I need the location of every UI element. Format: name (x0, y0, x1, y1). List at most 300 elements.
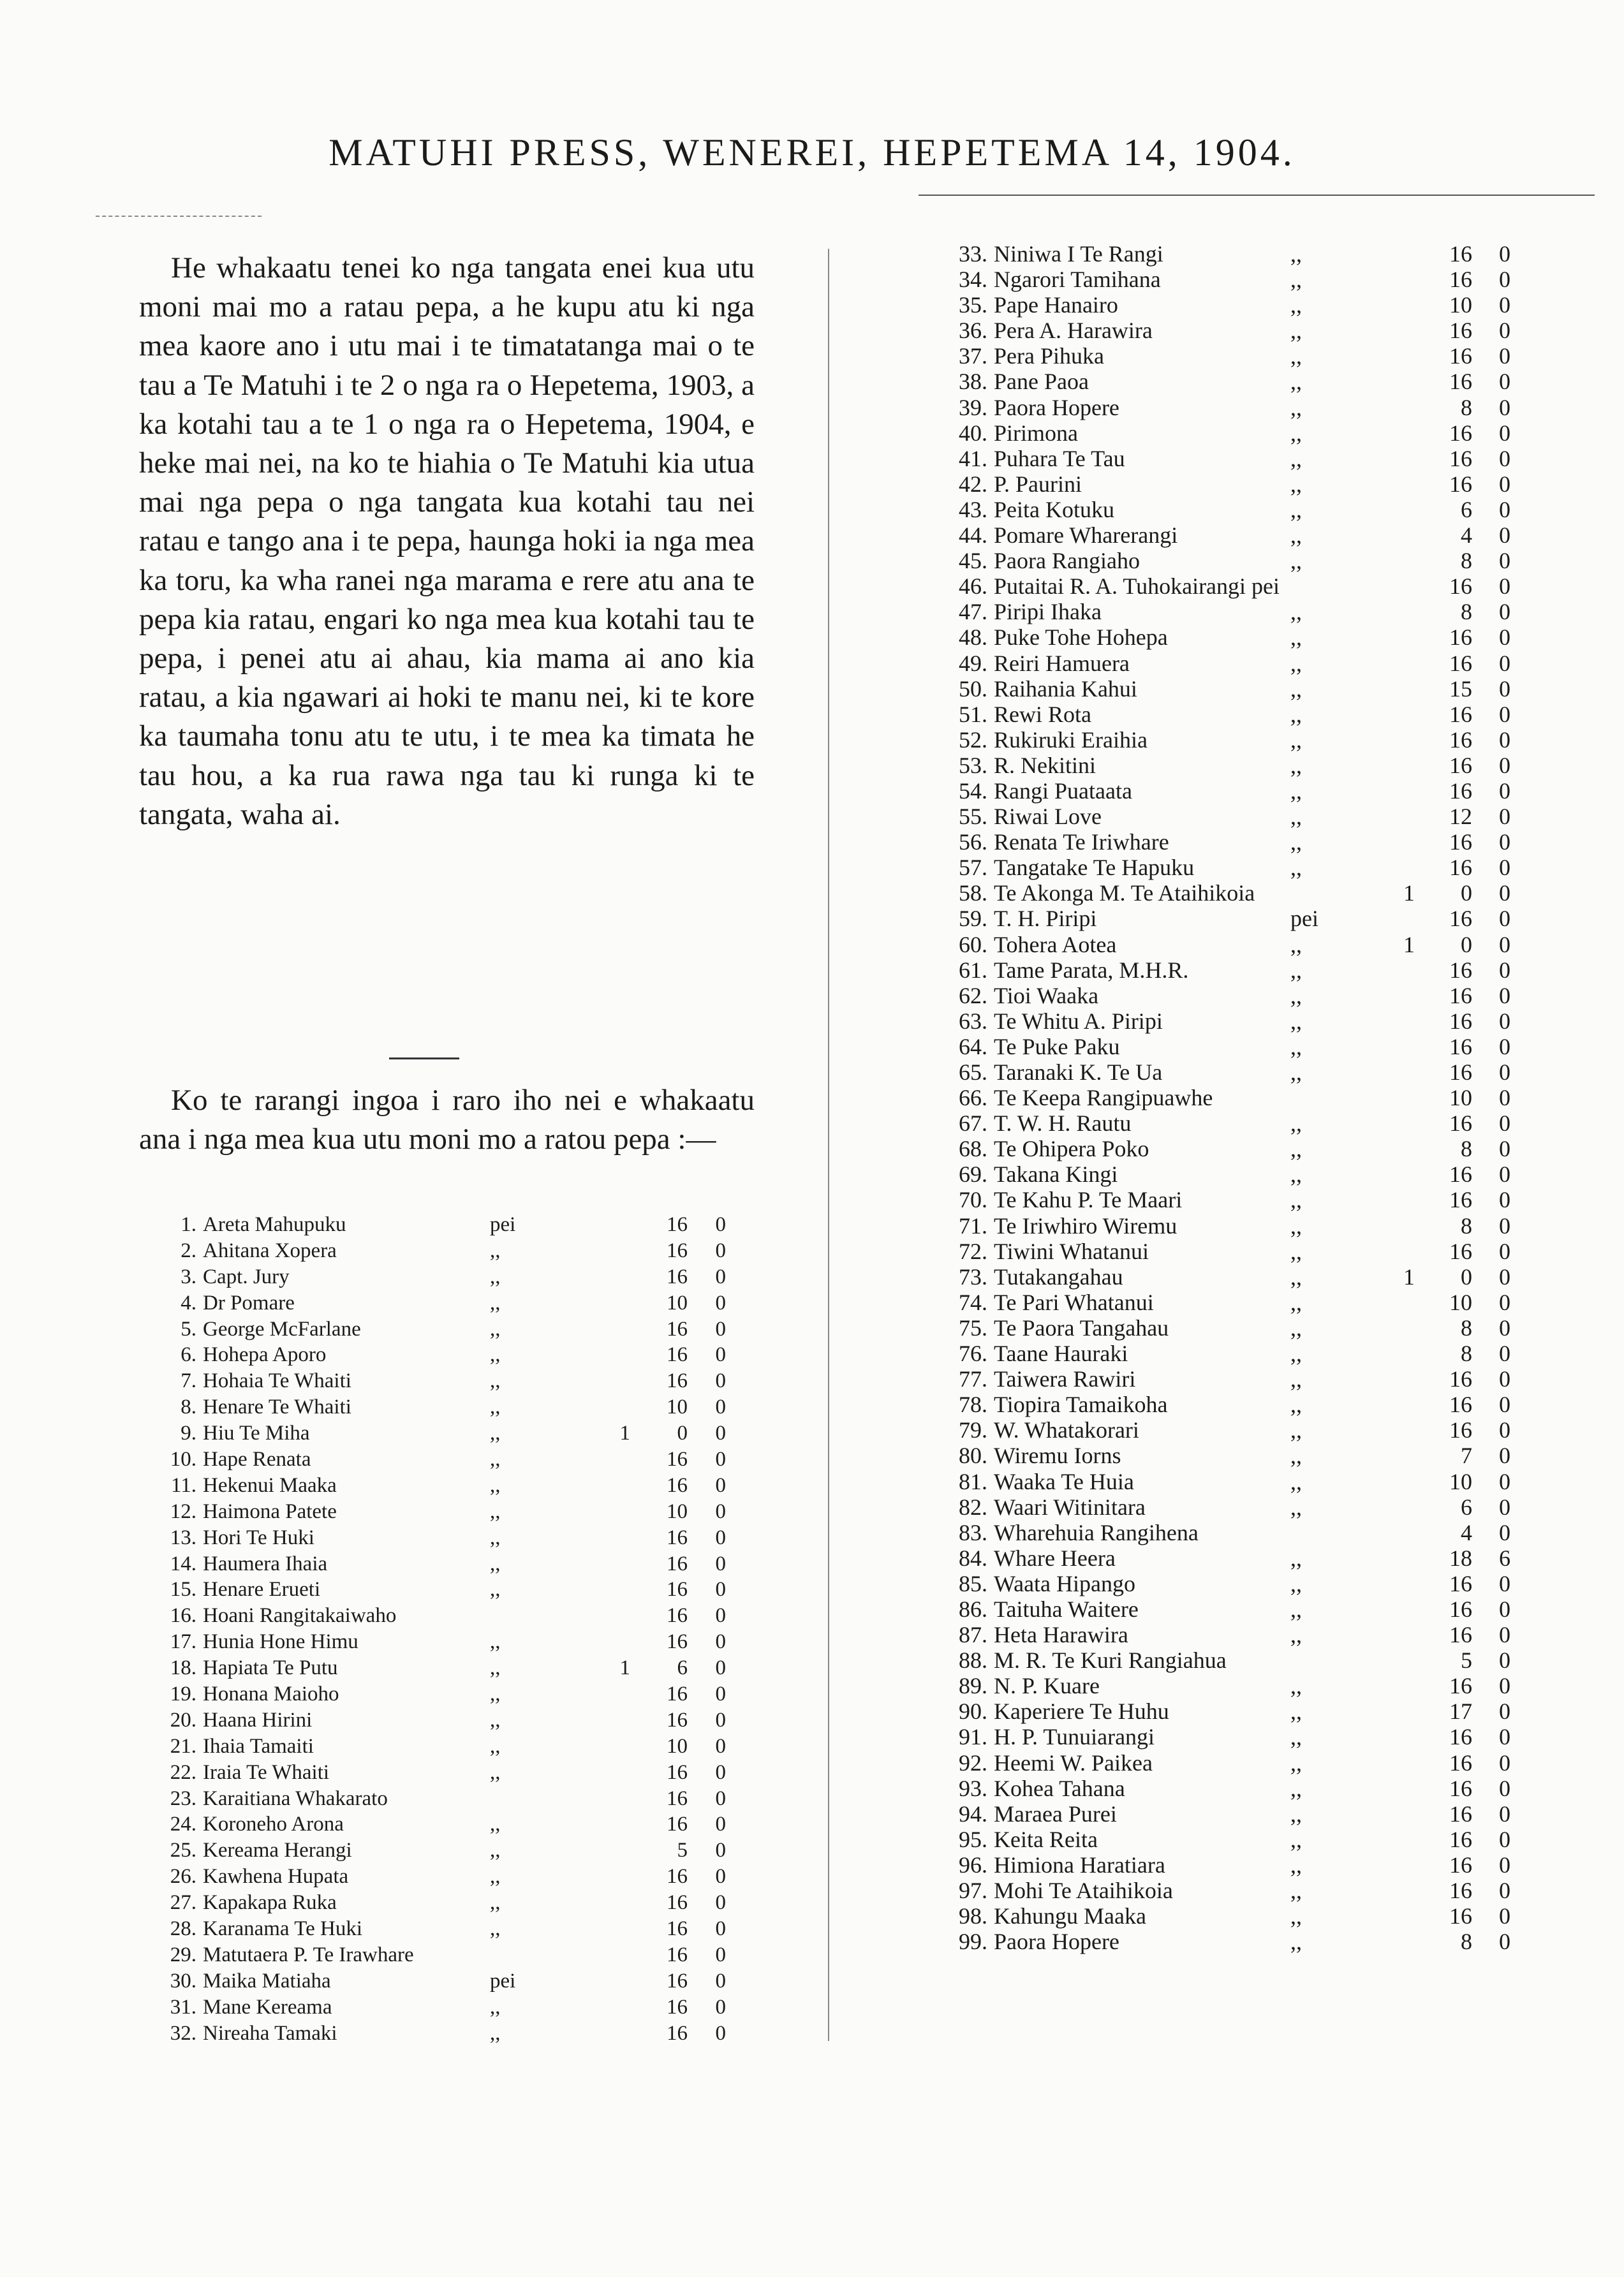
entry-number: 99. (959, 1929, 987, 1955)
amount-shillings: 8 (1461, 599, 1472, 625)
amount-shillings: 16 (1449, 1570, 1472, 1596)
amount-pence: 0 (1499, 624, 1510, 651)
amount-pence: 0 (715, 1448, 726, 1471)
amount-shillings: 16 (1449, 855, 1472, 881)
amount-shillings: 0 (1461, 1264, 1472, 1290)
amount-pence: 0 (715, 1578, 726, 1602)
amount-pence: 0 (1499, 1699, 1510, 1725)
ditto-mark: ,, (1290, 369, 1302, 395)
amount-shillings: 16 (667, 1265, 688, 1288)
entry-number: 74. (959, 1289, 987, 1315)
payer-name: Kahungu Maaka (994, 1903, 1146, 1929)
ditto-mark: ,, (1290, 548, 1302, 574)
amount-shillings: 16 (667, 1578, 688, 1602)
amount-shillings: 16 (667, 1317, 688, 1341)
amount-pence: 0 (1499, 1878, 1510, 1903)
entry-number: 54. (959, 777, 987, 804)
entry-number: 69. (959, 1161, 987, 1188)
amount-pence: 0 (715, 1343, 726, 1367)
list-item (943, 1161, 1536, 1186)
amount-shillings: 16 (1449, 982, 1472, 1008)
payer-name: Waari Witinitara (994, 1494, 1146, 1520)
entry-number: 13. (170, 1526, 196, 1549)
ditto-mark: ,, (1290, 1443, 1302, 1469)
payer-name: Takana Kingi (994, 1161, 1118, 1188)
ditto-mark: ,, (490, 1317, 501, 1341)
ditto-mark: ,, (1290, 1750, 1302, 1776)
entry-number: 65. (959, 1059, 987, 1085)
list-item (943, 1417, 1536, 1442)
list-item (943, 1238, 1536, 1264)
list-item (943, 1698, 1536, 1723)
entry-number: 28. (170, 1917, 196, 1941)
ditto-mark: ,, (490, 1760, 501, 1784)
amount-pence: 6 (1499, 1545, 1510, 1571)
amount-shillings: 16 (1449, 267, 1472, 293)
ditto-mark: ,, (1290, 445, 1302, 471)
entry-number: 15. (170, 1578, 196, 1602)
amount-shillings: 16 (1449, 445, 1472, 471)
ditto-mark: ,, (1290, 1494, 1302, 1520)
amount-pence: 0 (715, 1552, 726, 1575)
list-item (152, 1656, 764, 1683)
list-item (943, 1366, 1536, 1391)
amount-pence: 0 (1499, 1392, 1510, 1418)
payer-name: Hohaia Te Whaiti (203, 1369, 351, 1393)
ditto-mark: ,, (1290, 1187, 1302, 1213)
entry-number: 38. (959, 369, 987, 395)
entry-number: 45. (959, 548, 987, 574)
entry-number: 60. (959, 931, 987, 957)
amount-pence: 0 (1499, 1212, 1510, 1239)
entry-number: 18. (170, 1656, 196, 1680)
amount-shillings: 16 (1449, 1366, 1472, 1392)
amount-pence: 0 (1499, 1366, 1510, 1392)
entry-number: 97. (959, 1878, 987, 1903)
amount-shillings: 10 (1449, 292, 1472, 318)
list-item (943, 266, 1536, 291)
amount-pence: 0 (1499, 804, 1510, 830)
entry-number: 44. (959, 522, 987, 549)
entry-number: 84. (959, 1545, 987, 1571)
payer-name: Heta Harawira (994, 1622, 1128, 1648)
payer-name: Hiu Te Miha (203, 1422, 310, 1445)
amount-pence: 0 (715, 1239, 726, 1262)
payer-name: Rangi Puataata (994, 777, 1132, 804)
entry-number: 24. (170, 1813, 196, 1836)
amount-pence: 0 (1499, 675, 1510, 702)
amount-pounds: 1 (1403, 880, 1415, 906)
list-item (152, 1996, 764, 2022)
amount-pence: 0 (1499, 343, 1510, 369)
entry-number: 67. (959, 1110, 987, 1137)
amount-pence: 0 (1499, 548, 1510, 574)
ditto-mark: ,, (1290, 1008, 1302, 1034)
list-item (152, 1500, 764, 1526)
ditto-mark: ,, (1290, 1059, 1302, 1085)
ditto-mark: ,, (490, 1683, 501, 1706)
entry-number: 93. (959, 1775, 987, 1801)
amount-shillings: 16 (667, 1813, 688, 1836)
amount-shillings: 18 (1449, 1545, 1472, 1571)
list-item (943, 1494, 1536, 1519)
ditto-mark: ,, (490, 1291, 501, 1315)
ditto-mark: ,, (1290, 1238, 1302, 1264)
ditto-mark: ,, (1290, 241, 1302, 267)
ditto-mark: pei (490, 1213, 516, 1236)
payer-name: Riwai Love (994, 804, 1102, 830)
amount-shillings: 16 (667, 1473, 688, 1497)
amount-shillings: 16 (1449, 650, 1472, 676)
amount-pence: 0 (715, 1630, 726, 1654)
entry-number: 56. (959, 829, 987, 855)
amount-pence: 0 (1499, 982, 1510, 1008)
entry-number: 43. (959, 496, 987, 522)
amount-shillings: 16 (667, 1630, 688, 1654)
amount-shillings: 8 (1461, 1212, 1472, 1239)
ditto-mark: ,, (490, 1891, 501, 1915)
amount-pence: 0 (715, 1865, 726, 1889)
list-item (943, 1877, 1536, 1903)
list-item (943, 1775, 1536, 1801)
ditto-mark: ,, (1290, 1366, 1302, 1392)
ditto-mark: ,, (1290, 931, 1302, 957)
list-item (943, 1903, 1536, 1928)
amount-shillings: 16 (1449, 1008, 1472, 1034)
payer-name: Honana Maioho (203, 1683, 339, 1706)
ditto-mark: ,, (1290, 624, 1302, 651)
payer-name: George McFarlane (203, 1317, 361, 1341)
amount-pence: 0 (715, 1369, 726, 1393)
ditto-mark: ,, (490, 1734, 501, 1758)
amount-shillings: 16 (1449, 1673, 1472, 1699)
entry-number: 26. (170, 1865, 196, 1889)
ditto-mark: ,, (490, 1473, 501, 1497)
amount-pence: 0 (715, 1396, 726, 1419)
ditto-mark: ,, (1290, 1852, 1302, 1878)
amount-pence: 0 (1499, 1315, 1510, 1341)
payer-name: Puhara Te Tau (994, 445, 1125, 471)
amount-pence: 0 (715, 1265, 726, 1288)
amount-pence: 0 (1499, 445, 1510, 471)
entry-number: 55. (959, 804, 987, 830)
amount-pounds: 1 (1403, 1264, 1415, 1290)
amount-shillings: 16 (1449, 1724, 1472, 1750)
list-item (152, 1839, 764, 1865)
amount-pence: 0 (1499, 1341, 1510, 1367)
ditto-mark: ,, (1290, 1775, 1302, 1801)
payer-name: Henare Erueti (203, 1578, 321, 1602)
payer-name: M. R. Te Kuri Rangiahua (994, 1647, 1227, 1674)
list-item (152, 1709, 764, 1735)
ditto-mark: ,, (1290, 1161, 1302, 1188)
amount-pence: 0 (715, 1891, 726, 1915)
list-item (152, 1943, 764, 1970)
list-item (943, 598, 1536, 624)
entry-number: 83. (959, 1519, 987, 1545)
entry-number: 51. (959, 701, 987, 727)
amount-pence: 0 (1499, 1417, 1510, 1443)
entry-number: 39. (959, 394, 987, 420)
payer-name: Haumera Ihaia (203, 1552, 328, 1575)
payer-name: Waata Hipango (994, 1570, 1136, 1596)
amount-shillings: 10 (667, 1291, 688, 1315)
ditto-mark: ,, (490, 1708, 501, 1732)
amount-shillings: 16 (667, 1448, 688, 1471)
payer-name: Heemi W. Paikea (994, 1750, 1153, 1776)
amount-pence: 0 (1499, 1238, 1510, 1264)
list-item (152, 1526, 764, 1552)
payer-name: Te Pari Whatanui (994, 1289, 1154, 1315)
ditto-mark: ,, (1290, 1033, 1302, 1059)
payer-name: Dr Pomare (203, 1291, 295, 1315)
payer-name: Putaitai R. A. Tuhokairangi pei (994, 573, 1280, 600)
entry-number: 19. (170, 1683, 196, 1706)
payer-name: Renata Te Iriwhare (994, 829, 1169, 855)
payer-name: Hoani Rangitakaiwaho (203, 1604, 397, 1628)
ditto-mark: ,, (1290, 855, 1302, 881)
payer-name: Karaitiana Whakarato (203, 1787, 388, 1810)
ditto-mark: ,, (1290, 982, 1302, 1008)
amount-shillings: 10 (667, 1396, 688, 1419)
amount-shillings: 10 (667, 1500, 688, 1523)
amount-shillings: 16 (667, 1708, 688, 1732)
entry-number: 77. (959, 1366, 987, 1392)
list-item (943, 1315, 1536, 1340)
entry-number: 91. (959, 1724, 987, 1750)
payer-name: Tiwini Whatanui (994, 1238, 1149, 1264)
amount-shillings: 0 (1461, 880, 1472, 906)
payer-name: Piripi Ihaka (994, 599, 1102, 625)
payer-name: Kawhena Hupata (203, 1865, 349, 1889)
amount-pence: 0 (1499, 1596, 1510, 1622)
ditto-mark: ,, (1290, 1878, 1302, 1903)
entry-number: 8. (181, 1396, 196, 1419)
ditto-mark: ,, (490, 1526, 501, 1549)
payer-name: R. Nekitini (994, 752, 1096, 778)
entry-number: 9. (181, 1422, 196, 1445)
list-item (943, 1008, 1536, 1033)
amount-pence: 0 (715, 1708, 726, 1732)
list-item (943, 701, 1536, 726)
payer-name: Te Whitu A. Piripi (994, 1008, 1163, 1034)
payer-name: Tioi Waaka (994, 982, 1099, 1008)
amount-shillings: 16 (1449, 752, 1472, 778)
payer-name: Te Paora Tangahau (994, 1315, 1169, 1341)
entry-number: 4. (181, 1291, 196, 1315)
payer-name: W. Whatakorari (994, 1417, 1139, 1443)
amount-pence: 0 (715, 1734, 726, 1758)
list-item (943, 1340, 1536, 1366)
ditto-mark: ,, (490, 1265, 501, 1288)
ditto-mark: ,, (1290, 1110, 1302, 1137)
payer-name: Kohea Tahana (994, 1775, 1125, 1801)
list-item (152, 1369, 764, 1396)
list-item (943, 931, 1536, 957)
payer-name: Iraia Te Whaiti (203, 1760, 330, 1784)
payer-name: Raihania Kahui (994, 675, 1137, 702)
ditto-mark: ,, (490, 1422, 501, 1445)
list-item (152, 1474, 764, 1500)
amount-shillings: 16 (667, 1865, 688, 1889)
payment-list-right (943, 240, 1536, 1954)
payer-name: Te Puke Paku (994, 1033, 1120, 1059)
amount-shillings: 10 (1449, 1468, 1472, 1494)
amount-pence: 0 (1499, 1033, 1510, 1059)
amount-pence: 0 (1499, 1494, 1510, 1520)
entry-number: 58. (959, 880, 987, 906)
amount-shillings: 16 (667, 1526, 688, 1549)
list-item (943, 854, 1536, 880)
list-item (943, 1110, 1536, 1135)
amount-shillings: 16 (667, 1552, 688, 1575)
header-rule (919, 195, 1595, 196)
entry-number: 27. (170, 1891, 196, 1915)
ditto-mark: ,, (1290, 292, 1302, 318)
entry-number: 22. (170, 1760, 196, 1784)
amount-pence: 0 (1499, 829, 1510, 855)
entry-number: 85. (959, 1570, 987, 1596)
payer-name: Pane Paoa (994, 369, 1089, 395)
amount-shillings: 4 (1461, 522, 1472, 549)
entry-number: 1. (181, 1213, 196, 1236)
entry-number: 48. (959, 624, 987, 651)
entry-number: 76. (959, 1341, 987, 1367)
amount-pence: 0 (1499, 573, 1510, 600)
payer-name: Hape Renata (203, 1448, 311, 1471)
amount-shillings: 16 (667, 1604, 688, 1628)
list-item (943, 573, 1536, 598)
ditto-mark: ,, (1290, 1699, 1302, 1725)
payer-name: Niniwa I Te Rangi (994, 241, 1163, 267)
amount-shillings: 16 (1449, 1878, 1472, 1903)
entry-number: 5. (181, 1317, 196, 1341)
list-item (943, 1672, 1536, 1698)
amount-pence: 0 (1499, 1136, 1510, 1162)
section-rule (389, 1057, 459, 1059)
payer-name: Haimona Patete (203, 1500, 337, 1523)
payer-name: Tame Parata, M.H.R. (994, 957, 1189, 983)
payer-name: Rukiruki Eraihia (994, 726, 1148, 753)
payer-name: Peita Kotuku (994, 496, 1114, 522)
entry-number: 40. (959, 420, 987, 446)
entry-number: 21. (170, 1734, 196, 1758)
amount-pence: 0 (715, 1995, 726, 2019)
entry-number: 75. (959, 1315, 987, 1341)
amount-pounds: 1 (619, 1656, 630, 1680)
ditto-mark: ,, (1290, 1545, 1302, 1571)
amount-pence: 0 (1499, 701, 1510, 727)
ditto-mark: ,, (1290, 1289, 1302, 1315)
entry-number: 79. (959, 1417, 987, 1443)
amount-shillings: 12 (1449, 804, 1472, 830)
payer-name: Kaperiere Te Huhu (994, 1699, 1169, 1725)
payer-name: Hekenui Maaka (203, 1473, 337, 1497)
payer-name: Hori Te Huki (203, 1526, 314, 1549)
entry-number: 80. (959, 1443, 987, 1469)
amount-shillings: 16 (1449, 726, 1472, 753)
payer-name: Taiwera Rawiri (994, 1366, 1136, 1392)
amount-shillings: 16 (1449, 1392, 1472, 1418)
entry-number: 96. (959, 1852, 987, 1878)
entry-number: 31. (170, 1995, 196, 2019)
payer-name: Taane Hauraki (994, 1341, 1128, 1367)
list-item (943, 343, 1536, 368)
column-divider (828, 249, 829, 2041)
payer-name: Ihaia Tamaiti (203, 1734, 314, 1758)
payer-name: Paora Hopere (994, 1929, 1119, 1955)
amount-pence: 0 (1499, 420, 1510, 446)
payer-name: Kapakapa Ruka (203, 1891, 337, 1915)
ditto-mark: ,, (1290, 777, 1302, 804)
ditto-mark: ,, (490, 1813, 501, 1836)
amount-shillings: 16 (667, 1969, 688, 1993)
amount-pence: 0 (1499, 1264, 1510, 1290)
amount-pence: 0 (1499, 855, 1510, 881)
list-item (943, 394, 1536, 420)
list-item (943, 1647, 1536, 1672)
payer-name: Ngarori Tamihana (994, 267, 1161, 293)
entry-number: 2. (181, 1239, 196, 1262)
list-item (152, 1813, 764, 1839)
ditto-mark: ,, (490, 1552, 501, 1575)
payer-name: Capt. Jury (203, 1265, 290, 1288)
entry-number: 46. (959, 573, 987, 600)
ditto-mark: ,, (1290, 650, 1302, 676)
payer-name: Pera A. Harawira (994, 318, 1153, 344)
payer-name: T. W. H. Rautu (994, 1110, 1132, 1137)
entry-number: 11. (170, 1473, 196, 1497)
payer-name: Paora Hopere (994, 394, 1119, 420)
amount-pence: 0 (1499, 1187, 1510, 1213)
payer-name: Henare Te Whaiti (203, 1396, 351, 1419)
list-item (943, 291, 1536, 317)
amount-pence: 0 (1499, 1750, 1510, 1776)
list-item (943, 777, 1536, 803)
ditto-mark: ,, (1290, 1264, 1302, 1290)
list-item (152, 1630, 764, 1656)
amount-shillings: 16 (1449, 957, 1472, 983)
list-item (943, 675, 1536, 701)
amount-pence: 0 (1499, 1443, 1510, 1469)
ditto-mark: ,, (1290, 675, 1302, 702)
entry-number: 78. (959, 1392, 987, 1418)
payer-name: Mane Kereama (203, 1995, 332, 2019)
amount-shillings: 0 (1461, 931, 1472, 957)
amount-shillings: 16 (1449, 1775, 1472, 1801)
amount-pence: 0 (1499, 267, 1510, 293)
payer-name: Tutakangahau (994, 1264, 1123, 1290)
list-item (943, 420, 1536, 445)
list-item (943, 957, 1536, 982)
amount-pence: 0 (715, 1760, 726, 1784)
list-item (943, 1289, 1536, 1315)
amount-shillings: 16 (1449, 906, 1472, 932)
payer-name: N. P. Kuare (994, 1673, 1100, 1699)
amount-shillings: 15 (1449, 675, 1472, 702)
list-item (943, 317, 1536, 343)
amount-shillings: 16 (1449, 1238, 1472, 1264)
list-item (943, 803, 1536, 829)
amount-shillings: 16 (667, 1213, 688, 1236)
ditto-mark: ,, (1290, 726, 1302, 753)
amount-pence: 0 (1499, 599, 1510, 625)
amount-shillings: 16 (1449, 343, 1472, 369)
amount-pence: 0 (1499, 1059, 1510, 1085)
entry-number: 92. (959, 1750, 987, 1776)
list-item (943, 547, 1536, 573)
amount-shillings: 5 (677, 1839, 688, 1862)
